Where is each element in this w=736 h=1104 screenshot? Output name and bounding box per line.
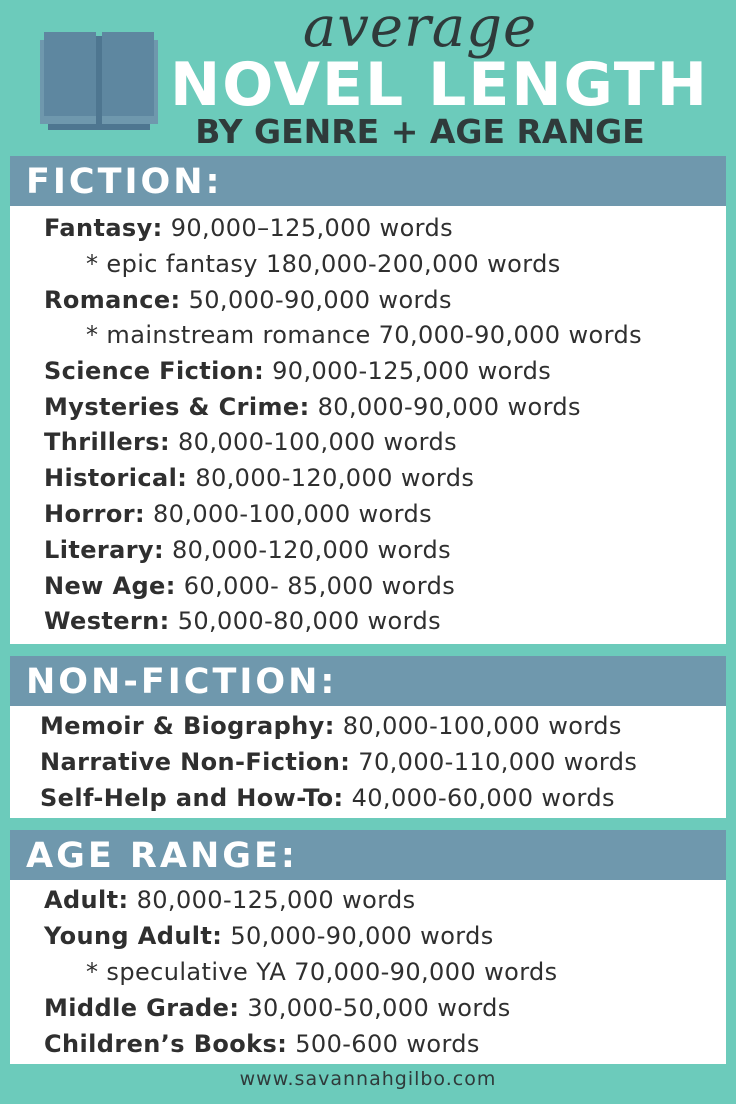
row-value: 30,000-50,000 words xyxy=(247,994,511,1022)
row-value: 70,000-110,000 words xyxy=(358,748,638,776)
list-item xyxy=(44,922,494,950)
row-label: Narrative Non-Fiction: xyxy=(40,748,351,776)
section-body-nonfiction xyxy=(10,706,726,818)
row-value: 80,000-125,000 words xyxy=(136,886,416,914)
row-value: 50,000-80,000 words xyxy=(177,607,442,635)
row-value: 50,000-90,000 words xyxy=(230,922,494,950)
list-item xyxy=(44,357,551,385)
list-item-note xyxy=(86,250,561,278)
list-item xyxy=(40,748,637,776)
main-title: NOVEL LENGTH xyxy=(170,50,709,120)
row-label: Science Fiction: xyxy=(44,357,265,385)
section-title-nonfiction: NON-FICTION: xyxy=(10,656,726,706)
row-label: Children’s Books: xyxy=(44,1030,288,1058)
list-item xyxy=(44,886,416,914)
row-label: Western: xyxy=(44,607,170,635)
row-label: Memoir & Biography: xyxy=(40,712,335,740)
row-label: New Age: xyxy=(44,572,176,600)
footer-url: www.savannahgilbo.com xyxy=(239,1068,497,1090)
row-value: 80,000-120,000 words xyxy=(195,464,475,492)
row-value: 80,000-100,000 words xyxy=(178,428,458,456)
row-label: Middle Grade: xyxy=(44,994,240,1022)
row-value: 80,000-100,000 words xyxy=(342,712,622,740)
row-value: 500-600 words xyxy=(295,1030,480,1058)
row-value: 90,000-125,000 words xyxy=(272,357,552,385)
row-label: Horror: xyxy=(44,500,145,528)
row-label: Young Adult: xyxy=(44,922,223,950)
row-label: Historical: xyxy=(44,464,188,492)
section-title-age-range: AGE RANGE: xyxy=(10,830,726,880)
list-item-note xyxy=(86,958,558,986)
row-value: * speculative YA 70,000-90,000 words xyxy=(86,958,558,986)
row-label: Adult: xyxy=(44,886,129,914)
header xyxy=(0,0,736,152)
row-value: 40,000-60,000 words xyxy=(351,784,615,812)
list-item xyxy=(44,572,455,600)
row-value: 80,000-120,000 words xyxy=(172,536,452,564)
row-label: Literary: xyxy=(44,536,164,564)
row-value: 80,000-90,000 words xyxy=(317,393,581,421)
list-item xyxy=(44,214,453,242)
script-title: average xyxy=(302,0,538,60)
row-value: 80,000-100,000 words xyxy=(153,500,433,528)
section-body-age-range xyxy=(10,880,726,1064)
list-item xyxy=(40,712,622,740)
list-item xyxy=(44,428,457,456)
row-value: * mainstream romance 70,000-90,000 words xyxy=(86,321,642,349)
list-item xyxy=(44,286,452,314)
row-label: Self-Help and How-To: xyxy=(40,784,344,812)
row-value: * epic fantasy 180,000-200,000 words xyxy=(86,250,561,278)
list-item xyxy=(44,500,432,528)
subtitle: BY GENRE + AGE RANGE xyxy=(195,112,645,151)
row-value: 50,000-90,000 words xyxy=(188,286,452,314)
row-label: Romance: xyxy=(44,286,181,314)
list-item xyxy=(44,1030,480,1058)
list-item xyxy=(44,464,474,492)
list-item xyxy=(40,784,615,812)
row-value: 60,000- 85,000 words xyxy=(183,572,456,600)
section-title-fiction: FICTION: xyxy=(10,156,726,206)
row-label: Fantasy: xyxy=(44,214,163,242)
row-label: Mysteries & Crime: xyxy=(44,393,310,421)
list-item xyxy=(44,607,441,635)
list-item xyxy=(44,536,451,564)
row-value: 90,000–125,000 words xyxy=(170,214,454,242)
open-book-icon xyxy=(40,32,158,132)
list-item xyxy=(44,393,581,421)
list-item xyxy=(44,994,511,1022)
row-label: Thrillers: xyxy=(44,428,170,456)
list-item-note xyxy=(86,321,642,349)
section-body-fiction xyxy=(10,206,726,644)
